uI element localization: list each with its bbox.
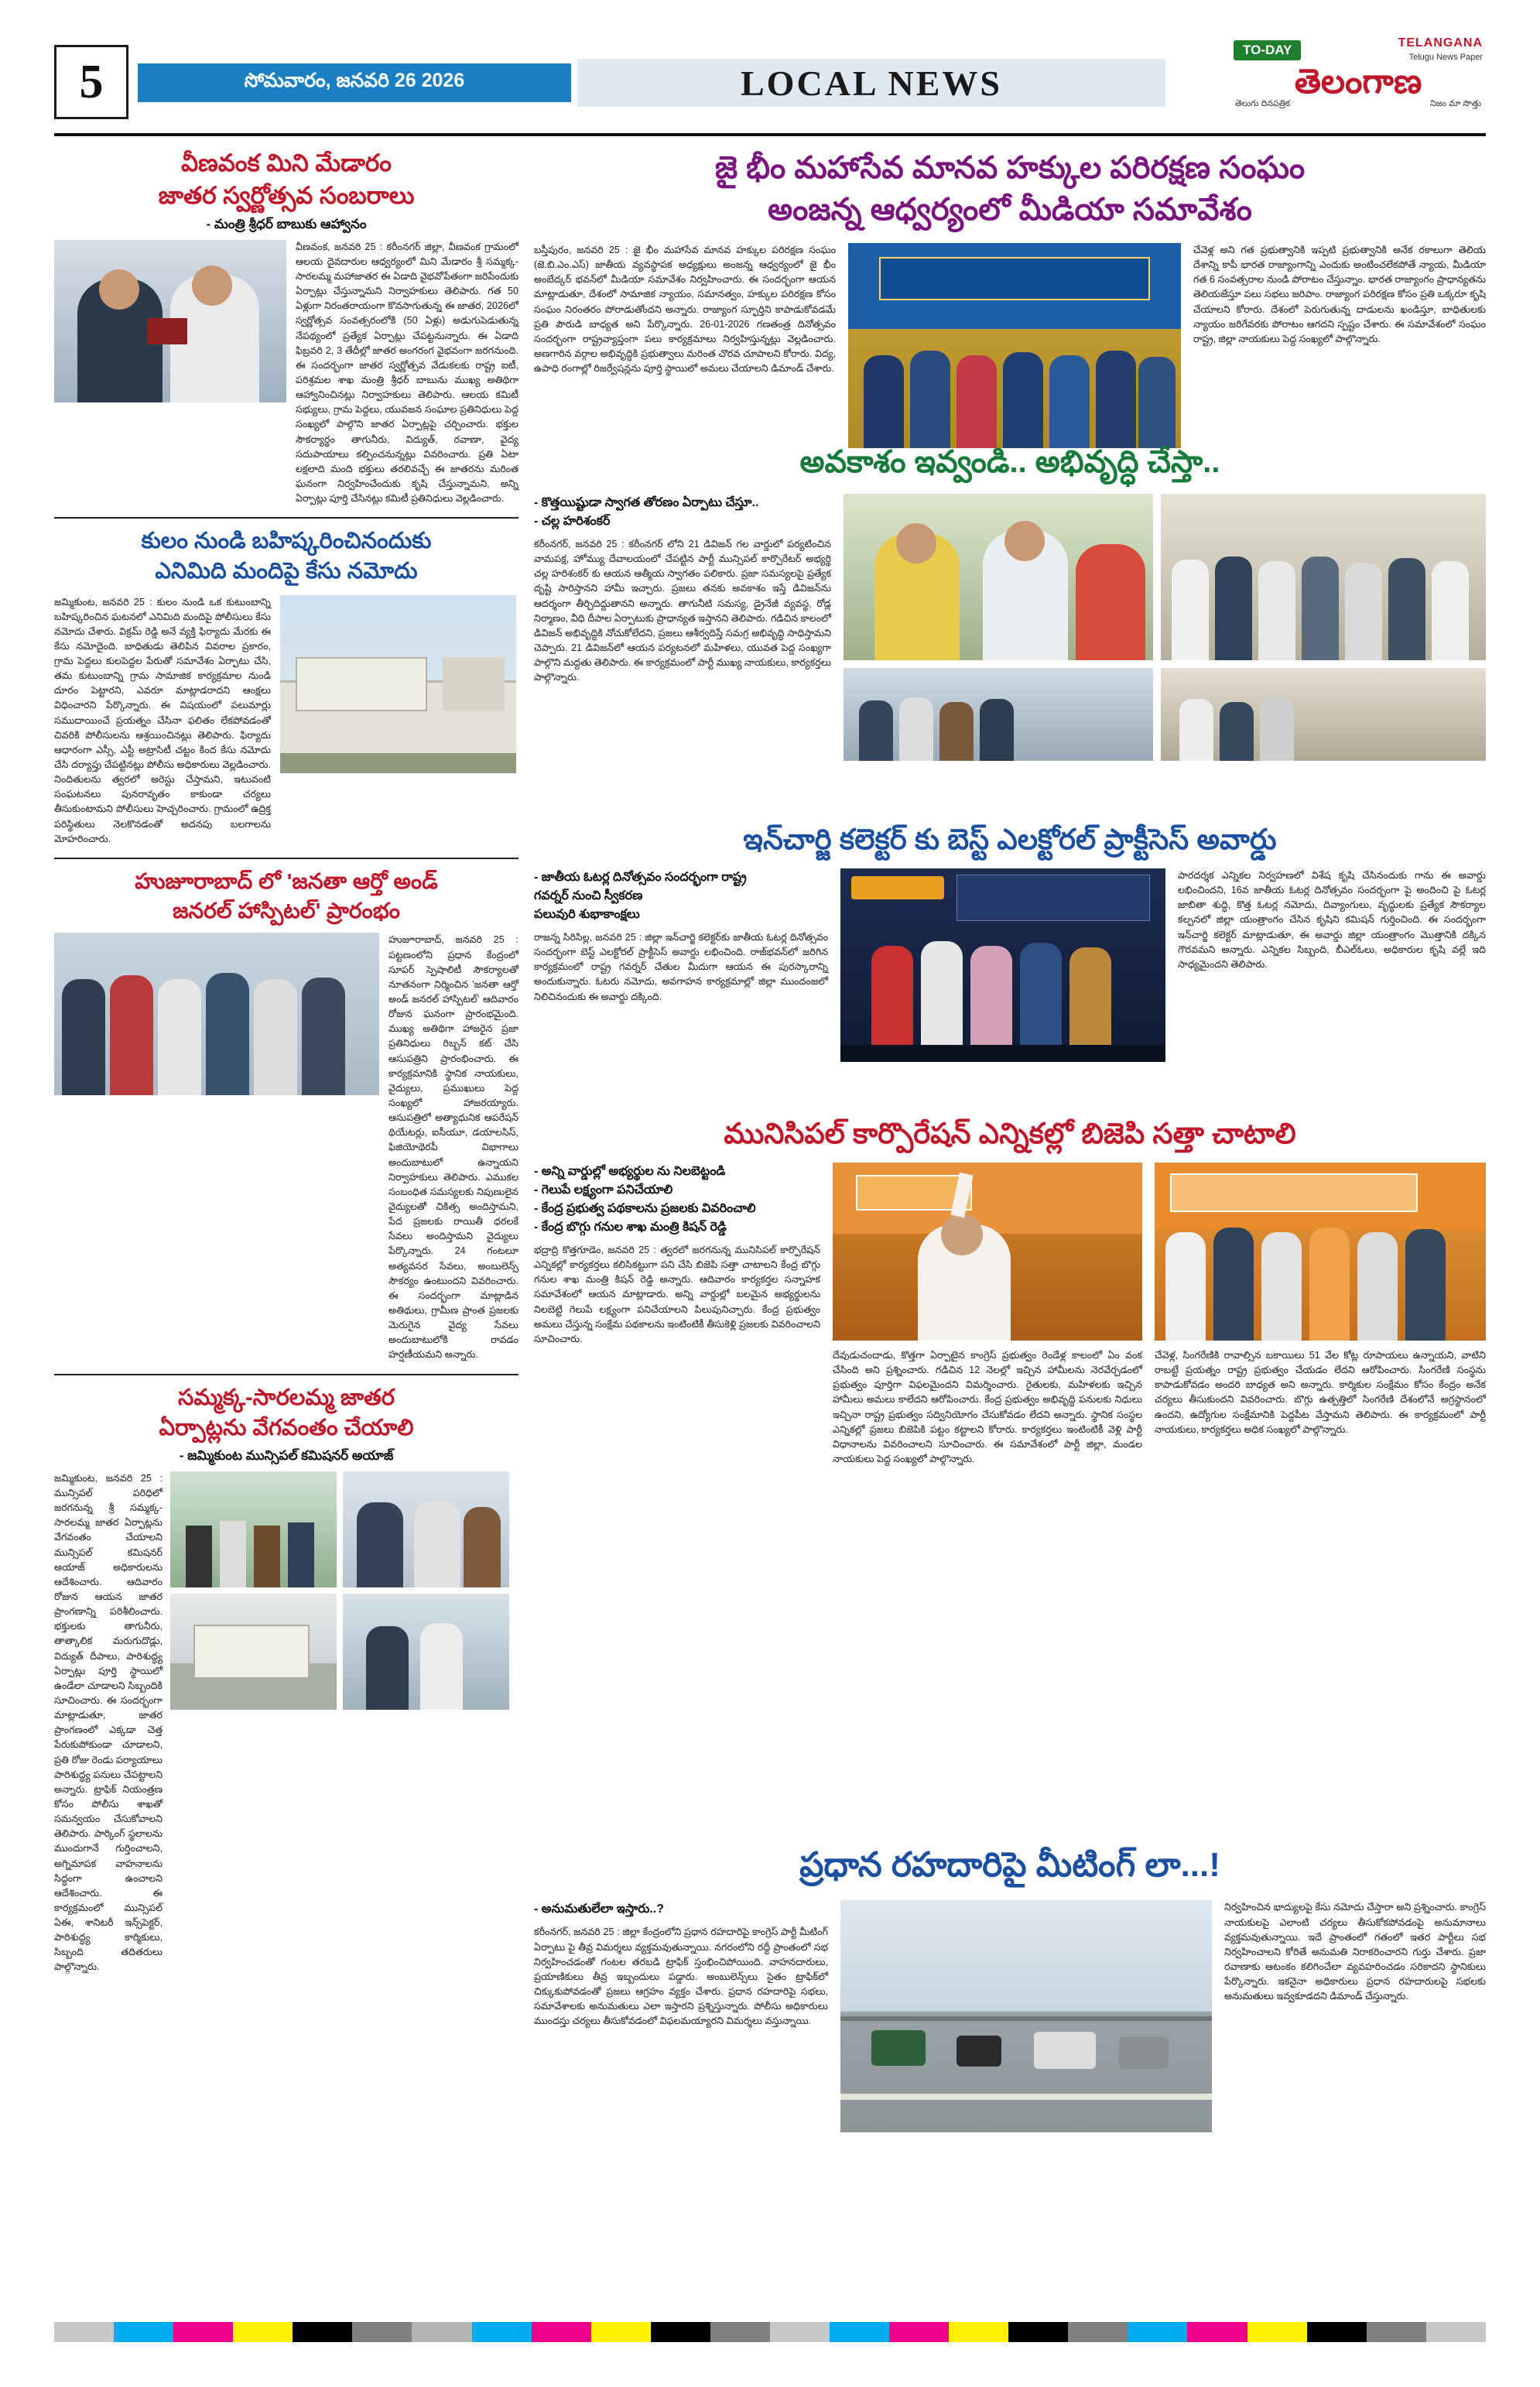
masthead	[54, 37, 1486, 130]
divider-3	[54, 1374, 518, 1375]
color-swatch	[1247, 2322, 1307, 2342]
road-meeting-article	[534, 1842, 1486, 2132]
road-body-col2	[1224, 1900, 1486, 2132]
jaibheem-headline-2: అంజన్న ఆధ్వర్యంలో మీడియా సమావేశం	[768, 193, 1252, 227]
print-color-bar	[54, 2322, 1486, 2342]
sammakka-photo-3	[170, 1594, 337, 1710]
color-swatch	[949, 2322, 1008, 2342]
date-bar	[138, 63, 571, 102]
sammakka-subhead: - జమ్మికుంట మున్సిపల్ కమిషనర్ అయాజ్	[179, 1447, 394, 1463]
color-swatch	[233, 2322, 293, 2342]
color-swatch	[1008, 2322, 1068, 2342]
article-sammakka	[54, 1383, 518, 1975]
jaibheem-body-col1-text: బస్తీపురం, జనవరి 25 : జై భీం మహాసేవ మానవ హక్కుల పరిరక్షణ సంఘం (జె.బి.ఎం.ఎస్) జాతీయ వ్యవస్థాపక అధ్యక్షులు అంజన్న ఆధ్వర్యంలో జై భీం అంబేద్కర్ భవన్‌లో మీడియా సమావేశం నిర్వహించారు. ఈ సందర్భంగా ఆయన మాట్లాడుతూ, దేశంలో సామాజిక న్యాయం, సమానత్వం, హక్కుల పరిరక్షణ కోసం సంఘం నిరంతరం పోరాడుతోందని అన్నారు. రాజ్యాంగ స్ఫూర్తిని కాపాడుకోవడమే ప్రతి పౌరుడి బాధ్యత అని పేర్కొన్నారు. 26-01-2026 గణతంత్ర దినోత్సవం సందర్భంగా రాష్ట్రవ్యాప్తంగా పలు కార్యక్రమాలు నిర్వహిస్తున్నట్లు వెల్లడించారు. అణగారిన వర్గాల అభివృద్ధికి ప్రభుత్వాలు మరింత చొరవ చూపాలని కోరారు. విద్య, ఉపాధి రంగాల్లో రిజర్వేషన్లను పూర్తి స్థాయిలో అమలు చేయాలని డిమాండ్ చేశారు.	[534, 245, 836, 375]
article-hospital	[54, 867, 518, 1363]
caste-headline-2: ఎనిమిది మందిపై కేసు నమోదు	[155, 559, 418, 584]
page-number: 5	[54, 45, 128, 119]
road-headline: ప్రధాన రహదారిపై మీటింగ్ లా...!	[799, 1846, 1220, 1884]
veenavanka-body-part: వీణవంక, జనవరి 25 : కరీంనగర్ జిల్లా, వీణవంక గ్రామంలో ఆలయ దైవదారుల ఆధ్వర్యంలో మిని మేడారం శ్రీ సమ్మక్క-సారలమ్మ మహాజాతర ఈ ఏడాది వైభవోపేతంగా జరిపేందుకు ఏర్పాట్లు చేస్తున్నామని నిర్వాహకులు తెలిపారు. గత 50 ఏళ్లుగా నిరంతరాయంగా కొనసాగుతున్న ఈ జాతర, 2026లో స్వర్ణోత్సవ సంవత్సరంలోకి (50 ఏళ్లు) అడుగుపెడుతున్న నేపథ్యంలో ప్రత్యేక ఏర్పాట్లు చేపట్టనున్నారు. ఈ ఏడాది ఫిబ్రవరి 2, 3 తేదీల్లో జాతర అంగరంగ వైభవంగా జరగనుంది. ఈ సందర్భంగా జాతర స్వర్ణోత్సవ వేడుకలకు రాష్ట్ర ఐటీ, పరిశ్రమల శాఖ మంత్రి శ్రీధర్ బాబును ముఖ్య అతిథిగా ఆహ్వానించినట్లు నిర్వాహకులు తెలిపారు. ఆలయ కమిటీ సభ్యులు, గ్రామ పెద్దలు, యువజన సంఘాల ప్రతినిధులు పెద్ద సంఖ్యలో పాల్గొని జాతర ఏర్పాట్లపై చర్చించారు. భక్తుల సౌకర్యార్థం తాగునీరు, విద్యుత్, రవాణా, వైద్య సదుపాయాలు కల్పించనున్నట్లు వివరించారు. ప్రతి ఏటా లక్షలాది మంది భక్తులు తరలివచ్చే ఈ జాతరను మరింత ఘనంగా నిర్వహించేందుకు కృషి చేస్తున్నామని, అన్ని ఏర్పాట్లు పూర్తి చేసినట్లు కమిటీ ప్రతినిధులు వెల్లడించారు.	[296, 241, 518, 505]
jaibheem-photo	[848, 243, 1181, 448]
color-swatch	[114, 2322, 173, 2342]
road-subhead: - అనుమతులేలా ఇస్తారు..?	[534, 1902, 665, 1916]
color-swatch	[173, 2322, 233, 2342]
bjp-headline: మునిసిపల్ కార్పొరేషన్ ఎన్నికల్లో బిజెపి సత్తా చాటాలి	[724, 1118, 1296, 1149]
bjp-photo-2	[1155, 1163, 1486, 1341]
collector-body-col1	[534, 930, 828, 1005]
sammakka-photo-4	[343, 1594, 509, 1710]
bjp-body-col2	[833, 1348, 1142, 1467]
logo-telangana-label: TELANGANA	[1398, 36, 1483, 50]
hospital-body-part: హుజూరాబాద్, జనవరి 25 : పట్టణంలోని ప్రధాన కేంద్రంలో సూపర్ స్పెషాలిటీ సౌకర్యాలతో నూతనంగా నిర్మించిన 'జనతా ఆర్తో అండ్ జనరల్ హాస్పిటల్' ఆదివారం రోజున ఘనంగా ప్రారంభమైంది. ముఖ్య అతిథిగా హాజరైన ప్రజా ప్రతినిధులు రిబ్బన్ కట్ చేసి ఆసుపత్రిని ప్రారంభించారు. ఈ కార్యక్రమానికి స్థానిక నాయకులు, వైద్యులు, ప్రముఖులు పెద్ద సంఖ్యలో హాజరయ్యారు. ఆసుపత్రిలో అత్యాధునిక ఆపరేషన్ థియేటర్లు, ఐసీయూ, డయాలసిస్, ఫిజియోథెరపీ విభాగాలు అందుబాటులో ఉన్నాయని నిర్వాహకులు తెలిపారు. ఎముకల సంబంధిత సమస్యలకు నిపుణులైన వైద్యులతో చికిత్స అందిస్తామని, పేద ప్రజలకు రాయితీ ధరలకే సేవలు అందిస్తామని వైద్యులు పేర్కొన్నారు. 24 గంటలూ అత్యవసర సేవలు, అంబులెన్స్ సౌకర్యం ఉంటుందని వివరించారు. ఈ సందర్భంగా మాట్లాడిన అతిథులు, గ్రామీణ ప్రాంత ప్రజలకు మెరుగైన వైద్య సేవలు అందుబాటులోకి రావడం హర్షణీయమని అన్నారు.	[388, 934, 518, 1361]
left-column	[54, 147, 518, 1975]
collector-award-article	[534, 820, 1486, 1062]
jaibheem-body-col1	[534, 243, 836, 448]
road-body-col2-text: నిర్వహించిన భాద్యులపై కేసు నమోదు చేస్తారా అని ప్రశ్నించారు. కాంగ్రెస్ నాయకులపై ఎలాంటి చర్యలు తీసుకోకపోవడంపై అనుమానాలు వ్యక్తమవుతున్నాయి. ఇదే ప్రాంతంలో గతంలో ఇతర పార్టీలు సభ నిర్వహించాలని కోరితే అనుమతి నిరాకరించారని గుర్తు చేశారు. ప్రజా రవాణాకు ఆటంకం కలిగించేలా వ్యవహరించడం సరికాదని స్థానికులు పేర్కొన్నారు. ఇకనైనా అధికారులు ప్రధాన రహదారులపై సభలకు అనుమతులు ఇవ్వకూడదని డిమాండ్ చేస్తున్నారు.	[1224, 1902, 1486, 2002]
bjp-subhead-3: - కేంద్ర ప్రభుత్వ పథకాలను ప్రజలకు వివరించాలి	[534, 1201, 756, 1215]
collector-body-col2-text: పారదర్శక ఎన్నికల నిర్వహణలో విశేష కృషి చేసినందుకు గాను ఈ అవార్డు లభించిందని, 16వ జాతీయ ఓటర్ల దినోత్సవం సందర్భంగా పై అందించి పై ఓటర్ల జాబితా శుద్ధి, కొత్త ఓటర్ల నమోదు, దివ్యాంగులు, వృద్ధులకు ప్రత్యేక సౌకర్యాల కల్పనలో జిల్లా యంత్రాంగం చేసిన కృషిని కమిషన్ గుర్తించింది. ఈ సందర్భంగా ఇన్‌చార్జి కలెక్టర్ మాట్లాడుతూ, ఈ అవార్డు జిల్లా యంత్రాంగం మొత్తానికి దక్కిన గౌరవమని అన్నారు. ఎన్నికల సిబ్బంది, బీఎల్‌ఓలు, అధికారుల కృషి వల్లే ఇది సాధ్యమైందని తెలిపారు.	[1178, 869, 1486, 970]
jaibheem-article	[534, 147, 1486, 448]
collector-body-col2	[1178, 868, 1486, 1062]
bjp-article	[534, 1115, 1486, 1467]
logo-today-label: TO-DAY	[1234, 40, 1301, 60]
color-swatch	[770, 2322, 830, 2342]
bjp-subhead-4: - కేంద్ర బొగ్గు గనుల శాఖ మంత్రి కిషన్ రెడ్డి	[534, 1220, 727, 1234]
collector-body-col1-text: రాజన్న సిరిసిల్ల, జనవరి 25 : జిల్లా ఇన్‌చార్జి కలెక్టర్‌కు జాతీయ ఓటర్ల దినోత్సవం సందర్భంగా బెస్ట్ ఎలక్టోరల్ ప్రాక్టీసెస్ అవార్డు లభించింది. రాజ్‌భవన్‌లో జరిగిన కార్యక్రమంలో రాష్ట్ర గవర్నర్ చేతుల మీదుగా ఆయన ఈ పురస్కారాన్ని అందుకున్నారు. ఓటరు నమోదు, అవగాహన కార్యక్రమాల్లో జిల్లా ముందంజలో నిలిచినందుకు ఈ అవార్డు దక్కింది.	[534, 931, 828, 1002]
color-swatch	[293, 2322, 352, 2342]
color-swatch	[830, 2322, 889, 2342]
article-caste-boycott	[54, 526, 518, 847]
opportunity-body	[534, 537, 831, 685]
bjp-subhead-1: - అన్ని వార్డుల్లో అభ్యర్థుల ను నిలబెట్టండి	[534, 1164, 726, 1178]
logo-tagline: Telugu News Paper	[1408, 52, 1483, 62]
issue-date: సోమవారం, జనవరి 26 2026	[244, 69, 465, 91]
color-swatch	[532, 2322, 591, 2342]
veenavanka-photo	[54, 240, 286, 402]
logo-sub-right: నిజం మా సొత్తు	[1429, 98, 1481, 108]
bjp-subhead-2: - గెలుపే లక్ష్యంగా పనిచేయాలి	[534, 1183, 673, 1197]
jaibheem-body-col2	[1193, 243, 1486, 448]
collector-headline: ఇన్‌చార్జి కలెక్టర్ కు బెస్ట్ ఎలక్టోరల్ ప్రాక్టీసెస్ అవార్డు	[743, 824, 1277, 855]
caste-body-part: జమ్మికుంట, జనవరి 25 : కులం నుండి ఒక కుటుంబాన్ని బహిష్కరించిన ఘటనలో ఎనిమిది మందిపై పోలీసులు కేసు నమోదు చేశారు. విక్రమ్ రెడ్డి అనే వ్యక్తి ఫిర్యాదు మేరకు ఈ కేసు నమోదైంది. బాధితుడు తెలిపిన వివరాల ప్రకారం, గ్రామ పెద్దలు కులపెద్దల పేరుతో సమావేశం ఏర్పాటు చేసి, తమ కుటుంబాన్ని గ్రామ సామాజిక కార్యక్రమాల నుండి దూరం పెట్టారని, ఎవరూ మాట్లాడరాదని ఆంక్షలు విధించారని పేర్కొన్నారు. ఈ విషయంలో పలుమార్లు సముదాయించే ప్రయత్నం చేసినా ఫలితం లేకపోవడంతో చివరికి పోలీసులను ఆశ్రయించినట్లు తెలిపారు. ఫిర్యాదు ఆధారంగా ఎస్సీ, ఎస్టీ అట్రాసిటీ చట్టం కింద కేసు నమోదు చేసి దర్యాప్తు చేపట్టినట్లు పోలీసు అధికారులు వెల్లడించారు. నిందితులను త్వరలో అరెస్టు చేస్తామని, ఇటువంటి సంఘటనలు పునరావృతం కాకుండా చర్యలు తీసుకుంటామని పోలీసులు హెచ్చరించారు. గ్రామంలో ఉద్రిక్త పరిస్థితులు నెలకొనడంతో అదనపు బలగాలను మోహరించారు.	[54, 596, 271, 844]
hospital-body-lead	[388, 933, 518, 1362]
bjp-body-col1-text: భద్రాద్రి కొత్తగూడెం, జనవరి 25 : త్వరలో జరగనున్న మునిసిపల్ కార్పొరేషన్ ఎన్నికల్లో కార్యకర్తలు కలిసికట్టుగా పని చేసి బిజెపి సత్తా చాటాలని కేంద్ర బొగ్గు గనుల శాఖ మంత్రి కిషన్ రెడ్డి అన్నారు. ఆదివారం కార్యకర్తల సన్నాహక సమావేశంలో ఆయన మాట్లాడారు. అన్ని వార్డుల్లో బలమైన అభ్యర్థులను నిలబెట్టి గెలుపే లక్ష్యంగా పనిచేయాలని పిలుపునిచ్చారు. కేంద్ర ప్రభుత్వం అమలు చేస్తున్న సంక్షేమ పథకాలను ఇంటింటికీ తీసుకెళ్లి ప్రజలకు వివరించాలని సూచించారు.	[534, 1244, 820, 1344]
divider-2	[54, 858, 518, 859]
collector-subhead-1: - జాతీయ ఓటర్ల దినోత్సవం సందర్భంగా రాష్ట్ర	[534, 870, 747, 884]
sammakka-photo-2	[343, 1471, 509, 1587]
bjp-photo-1	[833, 1163, 1142, 1341]
divider-1	[54, 517, 518, 519]
color-swatch	[710, 2322, 770, 2342]
bjp-body-col2-text: దేవుడుచందాడు, కొత్తగా ఏర్పాటైన కాంగ్రెస్ ప్రభుత్వం రెండేళ్ల కాలంలో ఏం వంక చేసింది అని ప్రశ్నించారు. గడిచిన 12 నెలల్లో ఇచ్చిన హామీలను నెరవేర్చడంలో ప్రభుత్వం పూర్తిగా విఫలమైందని విమర్శించారు. రైతులకు, మహిళలకు ఇచ్చిన హామీలు అమలు కాలేదని ఆరోపించారు. కేంద్ర ప్రభుత్వం అభివృద్ధి పనులకు నిధులు ఇచ్చినా రాష్ట్ర ప్రభుత్వం సద్వినియోగం చేసుకోవడం లేదని అన్నారు. స్థానిక సంస్థల ఎన్నికల్లో ప్రజలు బిజెపికి పట్టం కట్టాలని కోరారు. కార్యకర్తలు ఇంటింటికీ వెళ్లి పార్టీ విధానాలను వివరించాలని సూచించారు. ఈ సమావేశంలో పార్టీ జిల్లా, మండల నాయకులు పెద్ద సంఖ్యలో పాల్గొన్నారు.	[833, 1349, 1142, 1464]
newspaper-logo	[1230, 37, 1486, 128]
bjp-body-col3	[1155, 1348, 1486, 1437]
sammakka-headline-2: ఏర్పాట్లను వేగవంతం చేయాలి	[159, 1415, 414, 1440]
road-photo	[840, 1900, 1212, 2132]
road-body-col1	[534, 1925, 828, 2029]
color-swatch	[1367, 2322, 1426, 2342]
sammakka-body-left	[54, 1471, 163, 1975]
road-body-col1-text: కరీంనగర్, జనవరి 25 : జిల్లా కేంద్రంలోని ప్రధాన రహదారిపై కాంగ్రెస్ పార్టీ మీటింగ్ ఏర్పాటు పై తీవ్ర విమర్శలు వ్యక్తమవుతున్నాయి. నగరంలోని రద్దీ ప్రాంతంలో సభ నిర్వహించడంతో గంటల తరబడి ట్రాఫిక్ స్తంభించిపోయింది. వాహనదారులు, ప్రయాణికులు తీవ్ర ఇబ్బందులు పడ్డారు. అంబులెన్స్‌లు సైతం ట్రాఫిక్‌లో చిక్కుకుపోవడంతో ప్రజలు ఆగ్రహం వ్యక్తం చేశారు. ప్రధాన రహదారిపై సభలు, సమావేశాలకు అనుమతులు ఎలా ఇస్తారని ప్రశ్నిస్తున్నారు. పోలీసు అధికారులు ముందస్తు చర్యలు తీసుకోవడంలో విఫలమయ్యారని విమర్శలు వస్తున్నాయి.	[534, 1926, 828, 2027]
opportunity-photo-3	[844, 668, 1153, 761]
color-swatch	[352, 2322, 412, 2342]
color-swatch	[1307, 2322, 1367, 2342]
sammakka-photo-1	[170, 1471, 337, 1587]
caste-body	[54, 595, 271, 847]
color-swatch	[1426, 2322, 1486, 2342]
opportunity-photo-2	[1161, 494, 1486, 660]
color-swatch	[54, 2322, 114, 2342]
opportunity-body-text: కరీంనగర్, జనవరి 25 : కరీంనగర్ లోని 21 డివిజన్ గల వార్డులో పర్యటించిన వామపక్ష, హోమ్యు దేవాలయంలో చేపట్టిన పార్టీ మున్సిపల్ కార్పొరేటర్ అభ్యర్థి చల్ల హరిశంకర్ కు ఆయన ఆత్మీయ స్వాగతం పలికారు. ప్రజా సమస్యలపై ప్రత్యేక దృష్టి సారిస్తానని హామీ ఇచ్చారు. ప్రజలు తనకు అవకాశం ఇస్తే డివిజన్‌ను ఆదర్శంగా తీర్చిదిద్దుతానని అన్నారు. తాగునీటి సమస్య, డ్రైనేజీ వ్యవస్థ, రోడ్ల నిర్మాణం, వీధి దీపాల ఏర్పాటుకు ప్రాధాన్యత ఇస్తానని తెలిపారు. గడిచిన కాలంలో డివిజన్ అభివృద్ధికి నోచుకోలేదని, ప్రజలు ఆశీర్వదిస్తే సమగ్ర అభివృద్ధి సాధిస్తామని చెప్పారు. 21 డివిజన్‌లో ఆయన పర్యటనలో మహిళలు, యువత పెద్ద సంఖ్యగా పాల్గొని మద్దతు తెలిపారు. ఈ కార్యక్రమంలో పార్టీ ముఖ్య నాయకులు, కార్యకర్తలు పాల్గొన్నారు.	[534, 539, 831, 683]
hospital-headline-2: జనరల్ హాస్పిటల్' ప్రారంభం	[173, 898, 400, 923]
color-swatch	[1068, 2322, 1128, 2342]
bjp-body-col1	[534, 1243, 820, 1347]
color-swatch	[651, 2322, 710, 2342]
jaibheem-body-col2-text: చేవెళ్ల అని గత ప్రభుత్వానికి ఇప్పటి ప్రభుత్వానికి అనేక రకాలుగా తెలియ దేశాన్ని కాపీ భారత రాజ్యాంగాన్ని ఎందుకు అంటించలేకపోతే న్యాయ, మీడియా గత 6 సంవత్సరాల నుండి పోరాటం చేస్తున్నాం. భారత రాజ్యాంగం ప్రాధాన్యతను తెలియజేస్తూ పలు సభలు జరిపాం. రాజ్యాంగ పరిరక్షణ కోసం ప్రతి ఒక్కరూ కృషి చేయాలని కోరారు. దేశంలో పెరుగుతున్న దాడులను ఖండిస్తూ, బాధితులకు న్యాయం జరిగేవరకు పోరాటం ఆగదని స్పష్టం చేశారు. ఈ సమావేశంలో సంఘం రాష్ట్ర, జిల్లా నాయకులు పెద్ద సంఖ్యలో పాల్గొన్నారు.	[1193, 245, 1486, 344]
sammakka-headline-1: సమ్మక్క-సారలమ్మ జాతర	[178, 1385, 395, 1410]
color-swatch	[1128, 2322, 1187, 2342]
caste-photo	[280, 595, 516, 773]
hospital-photo	[54, 933, 379, 1095]
veenavanka-body-start	[296, 240, 518, 507]
opportunity-headline: అవకాశం ఇవ్వండి.. అభివృద్ధి చేస్తా..	[799, 445, 1220, 479]
collector-photo	[840, 868, 1165, 1062]
veenavanka-headline-1: వీణవంక మిని మేడారం	[181, 149, 392, 176]
opportunity-photo-4	[1161, 668, 1486, 761]
jaibheem-headline-1: జై భీం మహాసేవ మానవ హక్కుల పరిరక్షణ సంఘం	[714, 151, 1306, 185]
collector-subhead-3: పలువురి శుభాకాంక్షలు	[534, 907, 640, 921]
masthead-rule	[54, 133, 1486, 136]
veenavanka-headline-2: జాతర స్వర్ణోత్సవ సంబరాలు	[158, 181, 415, 209]
logo-masthead-title: తెలంగాణ	[1294, 62, 1422, 101]
opportunity-article	[534, 441, 1486, 761]
article-veenavanka	[54, 147, 518, 506]
veenavanka-subhead: - మంత్రి శ్రీధర్ బాబుకు ఆహ్వానం	[206, 216, 367, 231]
color-swatch	[889, 2322, 949, 2342]
sammakka-body-part: జమ్మికుంట, జనవరి 25 : మున్సిపల్ పరిధిలో జరగనున్న శ్రీ సమ్మక్క-సారలమ్మ జాతర ఏర్పాట్లను వేగవంతం చేయాలని మున్సిపల్ కమిషనర్ అయాజ్ అధికారులను ఆదేశించారు. ఆదివారం రోజున ఆయన జాతర ప్రాంగణాన్ని పరిశీలించారు. భక్తులకు తాగునీరు, తాత్కాలిక మరుగుదొడ్లు, విద్యుత్ దీపాలు, పారిశుద్ధ్య ఏర్పాట్లు పూర్తి స్థాయిలో ఉండేలా చూడాలని సిబ్బందికి సూచించారు. ఈ సందర్భంగా మాట్లాడుతూ, జాతర ప్రాంగణంలో ఎక్కడా చెత్త పేరుకుపోకుండా చూడాలని, ప్రతి రోజు రెండు పర్యాయాలు పారిశుద్ధ్య పనులు చేపట్టాలని అన్నారు. ట్రాఫిక్ నియంత్రణ కోసం పోలీసు శాఖతో సమన్వయం చేసుకోవాలని తెలిపారు. పార్కింగ్ స్థలాలను ముందుగానే గుర్తించాలని, అగ్నిమాపక వాహనాలను సిద్ధంగా ఉంచాలని ఆదేశించారు. ఈ కార్యక్రమంలో మున్సిపల్ ఏఈ, శానిటరీ ఇన్స్‌పెక్టర్, పారిశుద్ధ్య కార్మికులు, సిబ్బంది తదితరులు పాల్గొన్నారు.	[54, 1472, 163, 1973]
color-swatch	[591, 2322, 651, 2342]
section-title	[577, 59, 1165, 107]
color-swatch	[412, 2322, 471, 2342]
logo-sub-left: తెలుగు దినపత్రిక	[1235, 98, 1291, 108]
bjp-body-col3-text: చేవెళ్ల, సింగరేణికి రావాల్సిన బకాయిలు 51 వేల కోట్ల రూపాయలు ఉన్నాయని, వాటిని రాబట్టే ప్రయత్నం రాష్ట్ర ప్రభుత్వం చేయడం లేదని ఆరోపించారు. సింగరేణి సంస్థను కాపాడుకోవడం అందరి బాధ్యత అని అన్నారు. కార్మికుల సంక్షేమం కోసం కేంద్రం అనేక చర్యలు తీసుకుందని వివరించారు. బొగ్గు ఉత్పత్తిలో సింగరేణి దేశంలోనే అగ్రస్థానంలో ఉందని, ఉద్యోగుల సంక్షేమానికి పెద్దపీట వేస్తామని తెలిపారు. ఈ కార్యక్రమంలో పార్టీ నాయకులు, కార్యకర్తలు అధిక సంఖ్యలో పాల్గొన్నారు.	[1155, 1349, 1486, 1435]
color-swatch	[472, 2322, 532, 2342]
caste-headline-1: కులం నుండి బహిష్కరించినందుకు	[141, 529, 432, 554]
color-swatch	[1187, 2322, 1247, 2342]
section-title-text: LOCAL NEWS	[740, 63, 1003, 103]
opportunity-photo-1	[844, 494, 1153, 660]
opportunity-subhead-2: - చల్ల హరిశంకర్	[534, 515, 611, 528]
opportunity-subhead-1: - కొత్తయిష్టుడా స్వాగత తోరణం ఏర్పాటు చేస్తూ..	[534, 496, 759, 509]
hospital-headline-1: హుజూరాబాద్ లో 'జనతా ఆర్తో అండ్	[135, 868, 438, 893]
collector-subhead-2: గవర్నర్ నుంచి స్వీకరణ	[534, 889, 643, 902]
